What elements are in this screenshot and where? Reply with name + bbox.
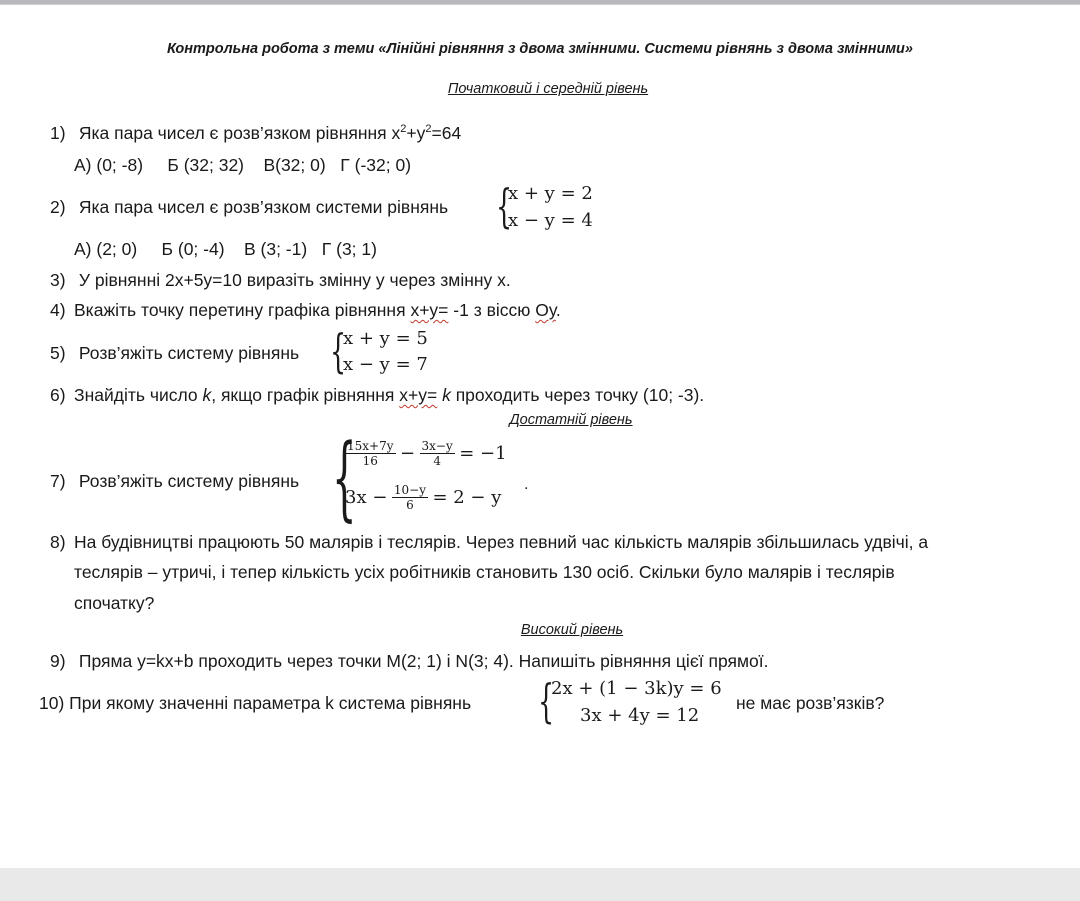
question-text-line-2: теслярів – утричі, і тепер кількість усіх робітників становить 130 осіб. Скільки було малярів і теслярів [74,562,895,582]
answer-options: А) (0; -8) Б (32; 32) В(32; 0) Г (-32; 0) [74,155,412,175]
question-6: 6) Знайдіть число k, якщо графік рівняння x+y= k проходить через точку (10; -3). [50,385,705,405]
system-equation-1: x + y = 5 [343,328,428,349]
system-equation-2: x − y = 7 [343,354,428,375]
question-8 [50,532,928,553]
system-brace: { [332,424,357,531]
question-number: 1) [50,123,66,143]
question-text-line-1: На будівництві працюють 50 малярів і теслярів. Через певний час кількість малярів збільшилась удвічі, а [74,532,929,552]
question-text: Яка пара чисел є розв’язком системи рівнянь [78,197,449,217]
document-page [0,4,1080,868]
question-3 [50,270,511,291]
system-equation-2: x − y = 4 [508,210,593,231]
question-number: 4) [50,300,66,320]
equation: x+y= [399,385,438,405]
system-brace: { [330,324,347,378]
question-2 [50,197,448,218]
question-text: Яка пара чисел є розв’язком рівняння [78,123,387,143]
system-equation-1: x + y = 2 [508,183,593,204]
question-text-line-3: спочатку? [74,593,155,613]
question-text: Пряма y=kx+b проходить через точки М(2; 1) і N(3; 4). Напишіть рівняння цієї прямої. [78,651,769,671]
question-number: 5) [50,343,66,363]
level-heading-sufficient: Достатній рівень [509,412,633,428]
fraction: $\frac{10-y}{6}$ [393,483,426,512]
question-number: 7) [50,471,66,491]
equation: x+y= [410,300,449,320]
answer-options: А) (2; 0) Б (0; -4) В (3; -1) Г (3; 1) [74,239,377,259]
document-title: Контрольна робота з теми «Лінійні рівняння з двома змінними. Системи рівнянь з двома змінними» [167,41,913,57]
question-1 [50,123,461,144]
fraction: $\frac{3x-y}{4}$ [421,439,453,468]
system-equation-1: 2x + (1 − 3k)y = 6 [551,678,722,699]
question-text: У рівнянні 2x+5y=10 виразіть змінну у через змінну x. [78,270,511,290]
system-equation-1: $\frac{15x+7y}{16}$ − $\frac{3x-y}{4}$ = −1 [347,439,507,468]
question-7 [50,471,299,492]
question-10 [39,693,471,714]
period: . [524,477,529,493]
question-number: 8) [50,532,66,552]
system-equation-2: 3x + 4y = 12 [580,705,700,726]
question-number: 9) [50,651,66,671]
system-brace: { [538,674,555,728]
question-number: 2) [50,197,66,217]
question-number: 6) [50,385,66,405]
question-9 [50,651,768,672]
axis-label: Оу [535,300,556,320]
question-text: Розв’яжіть систему рівнянь [78,343,300,363]
level-heading-high: Високий рівень [520,622,624,638]
system-equation-2: 3x − $\frac{10-y}{6}$ = 2 − y [345,483,502,512]
level-heading-initial: Початковий і середній рівень [447,81,649,97]
question-text: При якому значенні параметра k система рівнянь [69,693,472,713]
equation: $x^2+y^2=64$ [391,123,462,143]
fraction: $\frac{15x+7y}{16}$ [347,439,394,468]
question-number: 10) [39,693,65,713]
question-5 [50,343,299,364]
system-brace: { [496,179,513,233]
question-tail: не має розв’язків? [736,693,885,713]
question-text: Розв’яжіть систему рівнянь [78,471,300,491]
question-4: 4) Вкажіть точку перетину графіка рівняння x+y= -1 з віссю Оу. [50,300,561,320]
question-number: 3) [50,270,66,290]
